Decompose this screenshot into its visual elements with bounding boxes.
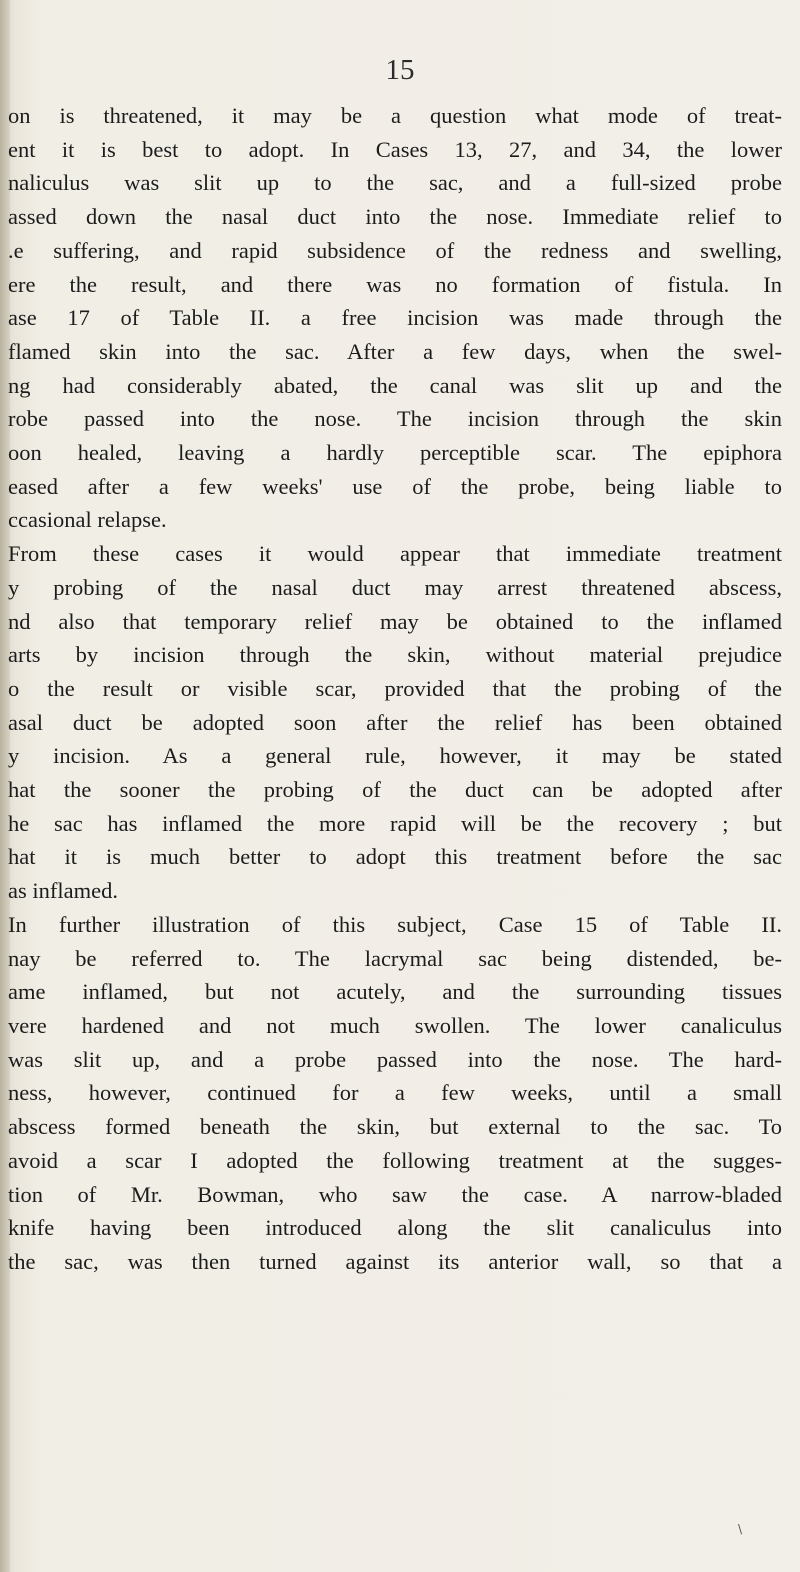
text-line: hat the sooner the probing of the duct can be adopted after — [8, 777, 782, 803]
text-line: he sac has inflamed the more rapid will be the recovery ; but — [8, 810, 782, 836]
text-line: From these cases it would appear that immediate treatment — [8, 541, 782, 567]
text-line: nay be referred to. The lacrymal sac being distended, be- — [8, 945, 782, 971]
text-line: ase 17 of Table II. a free incision was made through the — [8, 305, 782, 331]
text-line: ccasional relapse. — [8, 507, 167, 533]
text-line: abscess formed beneath the skin, but external to the sac. To — [8, 1114, 782, 1140]
text-line: assed down the nasal duct into the nose. Immediate relief to — [8, 204, 782, 230]
text-line: nd also that temporary relief may be obtained to the inflamed — [8, 608, 782, 634]
text-line: the sac, was then turned against its anterior wall, so that a — [8, 1248, 782, 1274]
stray-print-mark: \ — [738, 1522, 743, 1536]
text-line: y probing of the nasal duct may arrest threatened abscess, — [8, 574, 782, 600]
text-line: ere the result, and there was no formation of fistula. In — [8, 271, 782, 297]
text-line: In further illustration of this subject, Case 15 of Table II. — [8, 911, 782, 937]
text-line: hat it is much better to adopt this treatment before the sac — [8, 844, 782, 870]
text-line: arts by incision through the skin, without material prejudice — [8, 642, 782, 668]
page-number: 15 — [385, 54, 415, 86]
text-line: was slit up, and a probe passed into the nose. The hard- — [8, 1046, 782, 1072]
text-line: .e suffering, and rapid subsidence of the redness and swelling, — [8, 237, 782, 263]
text-line: ng had considerably abated, the canal was slit up and the — [8, 372, 782, 398]
body-text — [8, 99, 782, 1279]
text-line: on is threatened, it may be a question what mode of treat- — [8, 103, 782, 128]
text-line: flamed skin into the sac. After a few days, when the swel- — [8, 338, 782, 364]
text-line: ness, however, continued for a few weeks, until a small — [8, 1080, 782, 1106]
text-line: naliculus was slit up to the sac, and a full-sized probe — [8, 170, 782, 196]
text-line: avoid a scar I adopted the following treatment at the sugges- — [8, 1147, 782, 1173]
text-line: as inflamed. — [8, 878, 118, 904]
text-line: robe passed into the nose. The incision through the skin — [8, 406, 782, 432]
text-line: tion of Mr. Bowman, who saw the case. A narrow-bladed — [8, 1181, 782, 1207]
text-line: eased after a few weeks' use of the probe, being liable to — [8, 473, 782, 499]
text-line: y incision. As a general rule, however, it may be stated — [8, 743, 782, 769]
text-line: oon healed, leaving a hardly perceptible scar. The epiphora — [8, 440, 782, 466]
text-line: ent it is best to adopt. In Cases 13, 27, and 34, the lower — [8, 136, 782, 162]
text-line: ame inflamed, but not acutely, and the surrounding tissues — [8, 979, 782, 1005]
text-line: o the result or visible scar, provided that the probing of the — [8, 675, 782, 701]
text-line: vere hardened and not much swollen. The lower canaliculus — [8, 1012, 782, 1038]
text-line: knife having been introduced along the slit canaliculus into — [8, 1215, 782, 1241]
text-line: asal duct be adopted soon after the relief has been obtained — [8, 709, 782, 735]
